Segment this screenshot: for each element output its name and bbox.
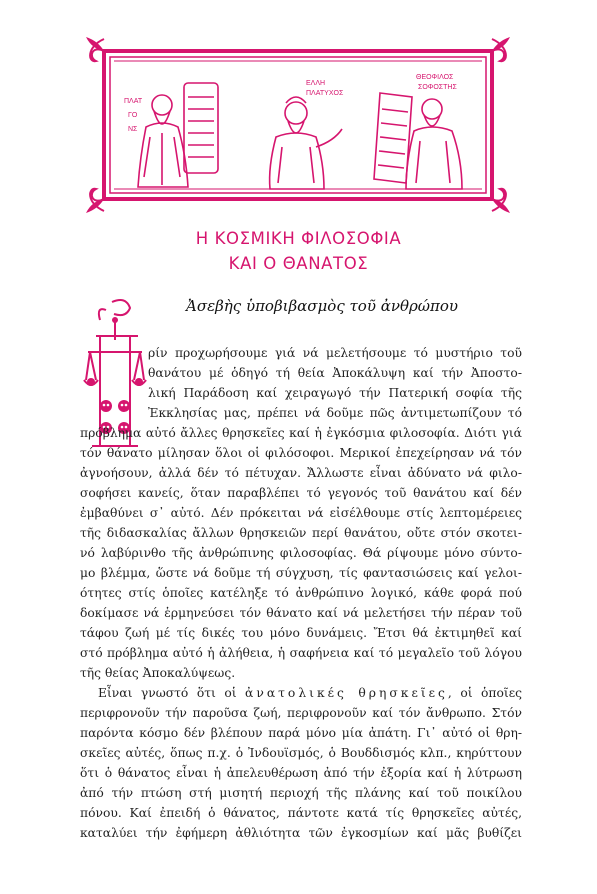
text-line: τῆς διδασκαλίας ἄλλων θρησκειῶν περί θανάτου, οὔτε στόν σκοτει-: [80, 526, 522, 540]
text-line: Ἐκκλησίας μας, πρέπει νά δοῦμε πῶς ἀντιμετωπίζουν τό: [148, 406, 522, 420]
text-line: μο βλέμμα, ὥστε νά δοῦμε τή σύγχυση, τίς φαντασιώσεις καί γελοι-: [80, 566, 522, 580]
paragraph-2-first-line: [98, 683, 522, 703]
scroll-left-text-3: ΝΣ: [128, 126, 138, 133]
text-line: σοφήσει κανείς, ὅταν παραβλέπει τό γεγονός τοῦ θανάτου καί δέν: [80, 486, 522, 500]
label-middle-1: ΕΛΛΗ: [306, 80, 326, 87]
text-line: ἐμβαθύνει σ᾽ αὐτό. Δέν πρόκειται νά εἰσέλθουμε στίς λεπτομέρειες: [80, 506, 522, 520]
text-line: νό λαβύρινθο τῆς ἀνθρώπινης φιλοσοφίας. Θά ρίψουμε μόνο σύντο-: [80, 546, 522, 560]
text-line: ἀπό τήν πτώση στή μισητή περιοχή τῆς πλάνης καί τοῦ ποικίλου: [80, 786, 522, 800]
spaced-emphasis: ἀνατολικές θρησκεῖες: [245, 686, 448, 700]
text-line: τῆς θείας Ἀποκαλύψεως.: [80, 666, 236, 680]
text-line: δοκίμασε νά ἑρμηνεύσει τόν θάνατο καί νά μελετήσει τήν πέραν τοῦ: [80, 606, 522, 620]
text-line: ὅτι ὁ θάνατος εἶναι ἡ ἀπελευθέρωση ἀπό τήν ἐξορία καί ἡ λύτρωση: [80, 766, 522, 780]
text-line: παρόντα κόσμο δέν βλέπουν παρά μόνο μία ἀπάτη. Γι᾽ αὐτό οἱ θρη-: [80, 726, 522, 740]
text-span: , οἱ ὁποῖες: [447, 686, 522, 700]
text-line: ρίν προχωρήσουμε γιά νά μελετήσουμε τό μυστήριο τοῦ: [148, 346, 522, 360]
label-right-2: ΣΟΦΟΣΤΗΣ: [418, 84, 457, 91]
chapter-title-line-1: Η ΚΟΣΜΙΚΗ ΦΙΛΟΣΟΦΙΑ: [195, 229, 402, 248]
scroll-left-text-1: ΠΛΑΤ: [124, 98, 143, 105]
text-line: τόν θάνατο μίλησαν ὅλοι οἱ φιλόσοφοι. Μερικοί ἐπεχείρησαν νά τόν: [80, 446, 522, 460]
text-line: ότητες στίς ὁποῖες κατέληξε τό ἀνθρώπινο λογικό, κάθε φορά πού: [80, 586, 522, 600]
text-line: καταλύει τήν ἐφήμερη ἀθλιότητα τῶν ἐγκοσμίων καί μᾶς βυθίζει: [80, 826, 522, 840]
text-line: θανάτου μέ ὁδηγό τή θεία Ἀποκάλυψη καί τήν Ἀποστο-: [148, 366, 522, 380]
text-line: πόνου. Καί ἐπειδή ὁ θάνατος, πάντοτε κατά τίς θρησκεῖες αὐτές,: [80, 806, 522, 820]
philosophers-engraving: [84, 37, 512, 213]
section-subheading: Ἀσεβὴς ὑποβιβασμὸς τοῦ ἀνθρώπου: [186, 297, 459, 315]
scroll-left-text-2: ΓΟ: [128, 112, 138, 119]
text-line: σκεῖες αὐτές, ὅπως π.χ. ὁ Ἰνδουϊσμός, ὁ Βουδδισμός κλπ., κηρύττουν: [80, 746, 522, 760]
label-middle-2: ΠΛΑΤΥΧΟΣ: [306, 90, 344, 97]
label-right-1: ΘΕΟΦΙΛΟΣ: [416, 74, 454, 81]
text-line: ἀγνοήσουν, ἀλλά δέν τό πέτυχαν. Ἄλλωστε εἶναι ἀδύνατο νά φιλο-: [80, 466, 522, 480]
text-line: περιφρονοῦν τήν παροῦσα ζωή, περιφρονοῦν καί τόν ἄνθρωπο. Στόν: [80, 706, 522, 720]
text-line: τάφου ζωή μέ τίς δικές του μόνο δυνάμεις. Ἔτσι θά ἐκτιμηθεῖ καί: [80, 626, 522, 640]
header-illustration: [84, 37, 512, 213]
text-line: λική Παράδοση καί χειραγωγό τήν Πατερική σοφία τῆς: [148, 386, 522, 400]
text-span: Εἶναι γνωστό ὅτι οἱ: [98, 686, 246, 700]
text-line: πρόβλημα αὐτό ἄλλες θρησκεῖες καί ἡ ἐγκόσμια φιλοσοφία. Διότι γιά: [80, 426, 522, 440]
text-line: στό πρόβλημα αὐτό ἡ ἀλήθεια, ἡ σαφήνεια καί τό μεγαλεῖο τοῦ λόγου: [80, 646, 522, 660]
chapter-title-line-2: ΚΑΙ Ο ΘΑΝΑΤΟΣ: [228, 254, 369, 273]
